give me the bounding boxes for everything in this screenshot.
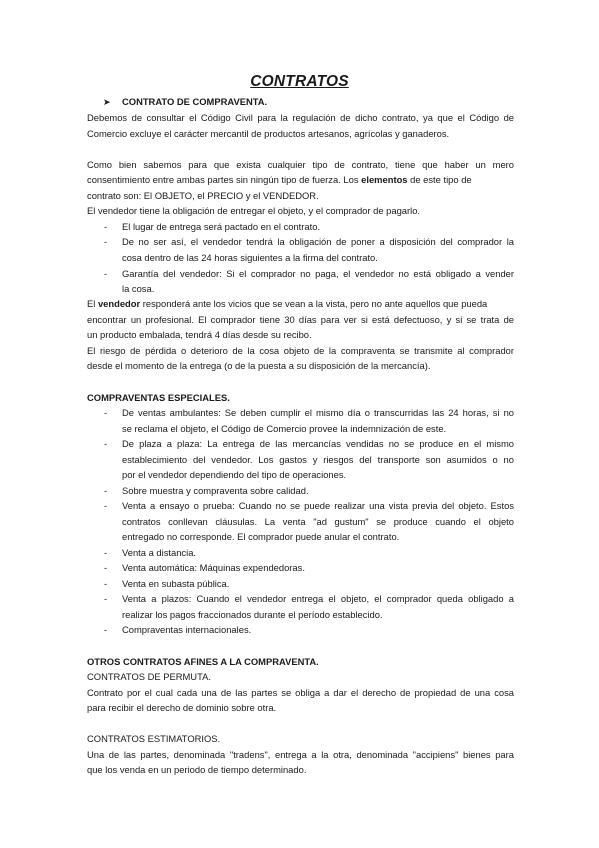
paragraph-line: Una de las partes, denominada "tradens", entrega a la otra, denominada "accipiens" bienes para (87, 749, 514, 760)
section-heading-afines: OTROS CONTRATOS AFINES A LA COMPRAVENTA. (87, 656, 319, 667)
paragraph-line: Debemos de consultar el Código Civil para la regulación de dicho contrato, ya que el Código de (87, 112, 514, 123)
paragraph-text: responderá ante los vicios que se vean a la vista, pero no ante aquellos que pueda (142, 298, 488, 309)
list-item-continued: establecimiento del vendedor. Los gastos y riesgos del transporte son asumidos o no (122, 454, 514, 465)
list-item: De no ser así, el vendedor tendrá la obligación de poner a disposición del comprador la (122, 236, 514, 247)
list-item-continued: contratos conllevan cláusulas. La venta "ad gustum" se produce cuando el objeto (122, 516, 514, 527)
paragraph-line: para recibir el derecho de dominio sobre otra. (87, 702, 277, 713)
bold-term-vendedor: vendedor (97, 298, 141, 309)
paragraph-line: Contrato por el cual cada una de las partes se obliga a dar el derecho de propiedad de una cosa (87, 687, 514, 698)
paragraph-line: contrato son: El OBJETO, el PRECIO y el VENDEDOR. (87, 190, 319, 201)
dash-bullet: - (104, 221, 108, 232)
paragraph-line: que los venda en un periodo de tiempo determinado. (87, 764, 307, 775)
dash-bullet: - (104, 578, 108, 589)
paragraph-line: Comercio excluye el carácter mercantil de productos artesanos, agrícolas y ganaderos. (87, 128, 450, 139)
paragraph-text: de este tipo de (410, 174, 472, 185)
list-item: Venta a ensayo o prueba: Cuando no se puede realizar una vista previa del objeto. Estos (122, 500, 514, 511)
arrow-bullet-icon: ➤ (103, 97, 111, 107)
dash-bullet: - (104, 268, 108, 279)
list-item-continued: realizar los pagos fraccionados durante el período establecido. (122, 609, 383, 620)
paragraph-line: Como bien sabemos para que exista cualquier tipo de contrato, tiene que haber un mero (87, 159, 514, 170)
section-heading-compraventa: CONTRATO DE COMPRAVENTA. (122, 96, 268, 107)
page-title: CONTRATOS (250, 73, 349, 90)
dash-bullet: - (104, 407, 108, 418)
paragraph-line: desde el momento de la entrega (o de la puesta a su disposición de la mercancía). (87, 360, 431, 371)
paragraph-line: El riesgo de pérdida o deterioro de la cosa objeto de la compraventa se transmite al comprador (87, 345, 514, 356)
list-item: Venta a plazos: Cuando el vendedor entrega el objeto, el comprador queda obligado a (122, 593, 514, 604)
list-item: Venta a distancia. (122, 547, 197, 558)
bold-term-elementos: elementos (361, 174, 408, 185)
dash-bullet: - (104, 438, 108, 449)
list-item: Garantía del vendedor: Si el comprador no paga, el vendedor no está obligado a vender (122, 268, 514, 279)
list-item-continued: cosa dentro de las 24 horas siguientes a la firma del contrato. (122, 252, 378, 263)
list-item-continued: por el vendedor dependiendo del tipo de operaciones. (122, 469, 347, 480)
paragraph-line: un producto embalada, tendrá 4 días desde su recibo. (87, 329, 312, 340)
dash-bullet: - (104, 562, 108, 573)
list-item: Sobre muestra y compraventa sobre calidad. (122, 485, 309, 496)
list-item: Venta en subasta pública. (122, 578, 230, 589)
list-item-continued: se reclama el objeto, el Código de Comercio provee la indemnización de este. (122, 423, 447, 434)
paragraph-line (87, 296, 514, 312)
list-item-continued: la cosa. (122, 283, 155, 294)
dash-bullet: - (104, 236, 108, 247)
paragraph-text: El (87, 298, 96, 309)
list-item-continued: entregado no corresponde. El comprador puede anular el contrato. (122, 531, 400, 542)
dash-bullet: - (104, 500, 108, 511)
list-item: De ventas ambulantes: Se deben cumplir el mismo día o transcurridas las 24 horas, si no (122, 407, 514, 418)
paragraph-line: encontrar un profesional. El comprador tiene 30 días para ver si está defectuoso, y si se trata de (87, 314, 514, 325)
section-heading-especiales: COMPRAVENTAS ESPECIALES. (87, 392, 230, 403)
subheading-permuta: CONTRATOS DE PERMUTA. (87, 671, 211, 682)
list-item: El lugar de entrega será pactado en el contrato. (122, 221, 321, 232)
dash-bullet: - (104, 624, 108, 635)
list-item: De plaza a plaza: La entrega de las mercancías vendidas no se produce en el mismo (122, 438, 514, 449)
subheading-estimatorios: CONTRATOS ESTIMATORIOS. (87, 733, 221, 744)
dash-bullet: - (104, 593, 108, 604)
paragraph-text: consentimiento entre ambas partes sin ningún tipo de fuerza. Los (87, 174, 359, 185)
paragraph-line: El vendedor tiene la obligación de entregar el objeto, y el comprador de pagarlo. (87, 205, 421, 216)
list-item: Compraventas internacionales. (122, 624, 252, 635)
dash-bullet: - (104, 547, 108, 558)
list-item: Venta automática: Máquinas expendedoras. (122, 562, 305, 573)
paragraph-line (87, 172, 514, 188)
dash-bullet: - (104, 485, 108, 496)
